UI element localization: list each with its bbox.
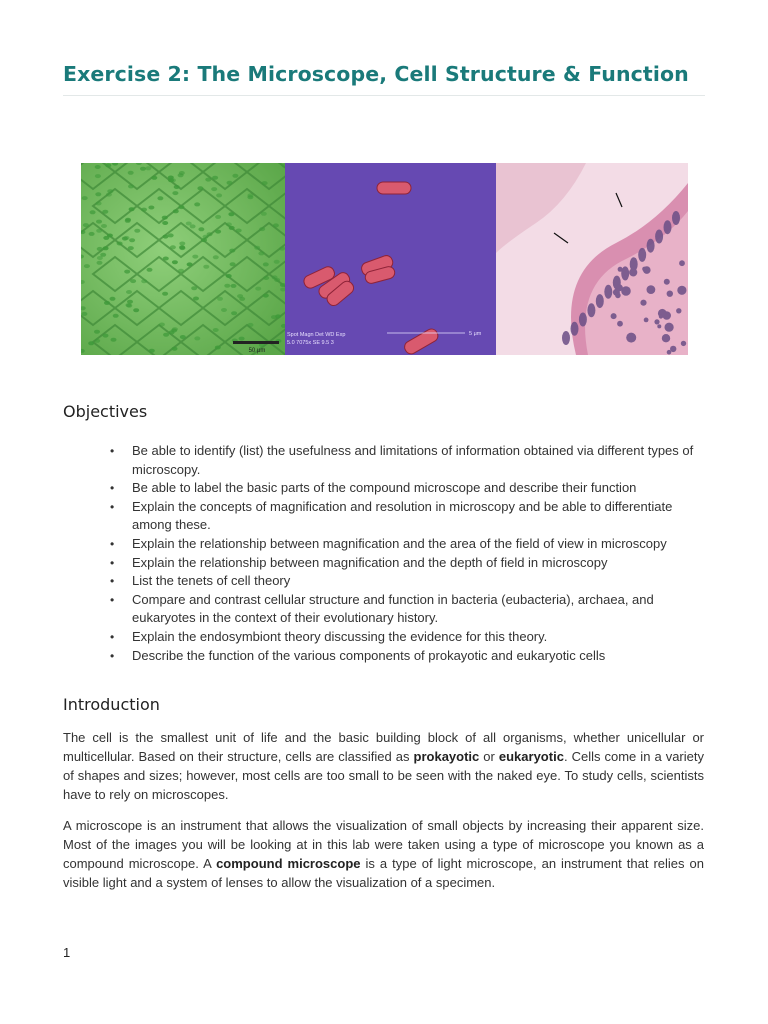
- objectives-heading: Objectives: [63, 402, 148, 421]
- plant-cells-micrograph: [81, 163, 285, 355]
- epithelial-tissue-micrograph: [496, 163, 688, 355]
- list-item: • Compare and contrast cellular structure and function in bacteria (eubacteria), archaea, and eukaryotes in the context of their evolutionary history.: [132, 591, 712, 628]
- term-prokaryotic: prokayotic: [413, 749, 480, 764]
- list-item: • List the tenets of cell theory: [132, 572, 712, 591]
- bacteria-sem-micrograph: [285, 163, 496, 355]
- page-title: Exercise 2: The Microscope, Cell Structure & Function: [63, 62, 689, 86]
- list-item: • Explain the relationship between magnification and the depth of field in microscopy: [132, 554, 712, 573]
- term-compound-microscope: compound microscope: [216, 856, 361, 871]
- list-item: • Explain the endosymbiont theory discussing the evidence for this theory.: [132, 628, 712, 647]
- page-number: 1: [63, 945, 71, 960]
- list-item: • Be able to label the basic parts of the compound microscope and describe their function: [132, 479, 712, 498]
- objectives-list: [132, 442, 712, 665]
- sem-readout-values: 5.0 7075x SE 9.5 3: [287, 340, 334, 346]
- introduction-heading: Introduction: [63, 695, 160, 714]
- list-item: • Be able to identify (list) the usefulness and limitations of information obtained via different types of microscopy.: [132, 442, 712, 479]
- list-item: • Explain the concepts of magnification and resolution in microscopy and be able to differentiate among these.: [132, 498, 712, 535]
- intro-paragraph-2: A microscope is an instrument that allows the visualization of small objects by increasing their apparent size. Most of the images you will be looking at in this lab were taken using a type of microscope you known as a compound microscope. A compound microscope is a type of light microscope, an instrument that relies on visible light and a system of lenses to allow the visualization of a specimen.: [63, 818, 705, 890]
- list-item: • Describe the function of the various components of prokayotic and eukaryotic cells: [132, 647, 712, 666]
- intro-paragraph-1: The cell is the smallest unit of life and the basic building block of all organisms, whether unicellular or multicellular. Based on their structure, cells are classified as prokayotic or eukaryotic. Cells come in a variety of shapes and sizes; however, most cells are too small to be seen with the naked eye. To study cells, scientists have to rely on microscopes.: [63, 730, 704, 802]
- title-divider: [63, 95, 705, 96]
- list-item: • Explain the relationship between magnification and the area of the field of view in microscopy: [132, 535, 712, 554]
- sem-scale-label: 5 μm: [469, 331, 482, 337]
- micrograph-figure: [81, 163, 688, 355]
- plant-scale-label: 50 μm: [248, 348, 266, 354]
- term-eukaryotic: eukaryotic: [498, 749, 564, 764]
- sem-readout-labels: Spot Magn Det WD Exp: [287, 332, 346, 338]
